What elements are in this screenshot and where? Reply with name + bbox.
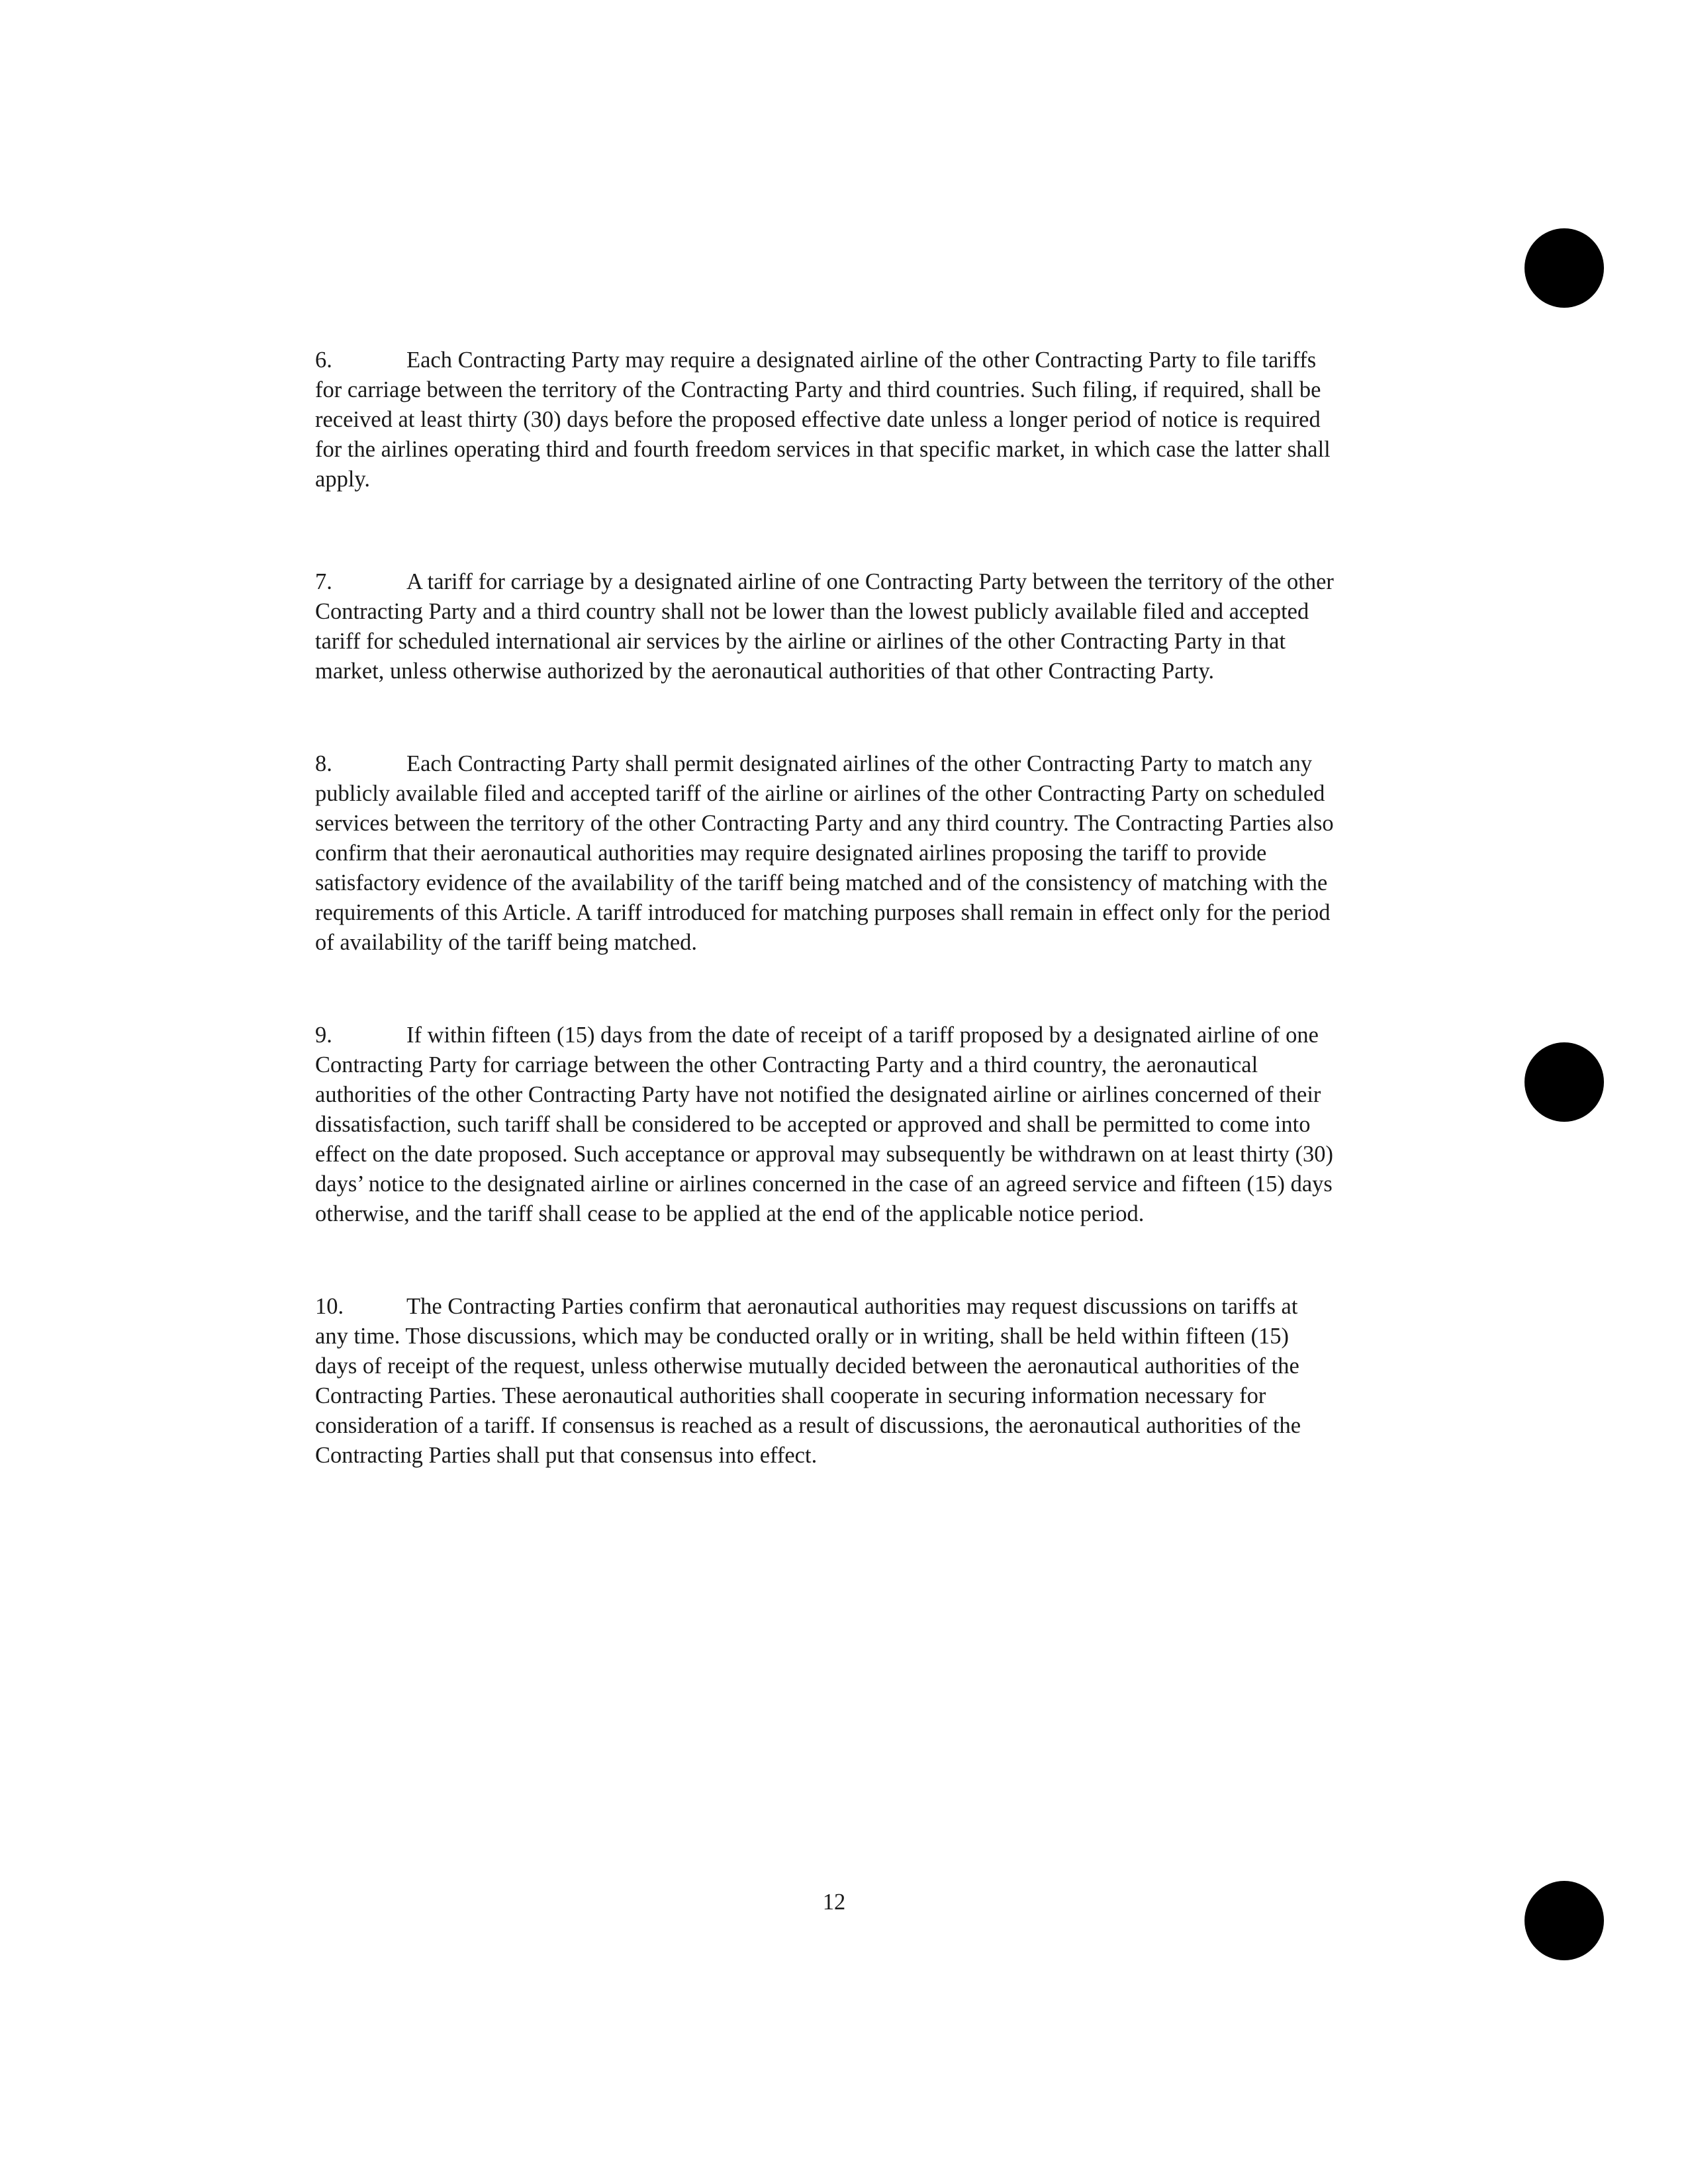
paragraph-9: [315, 1021, 1335, 1229]
paragraph-text: If within fifteen (15) days from the date of receipt of a tariff proposed by a designated airline of one Contracting Party for carriage between the other Contracting Party and a third country, the aeronautical authorities of the other Contracting Party have not notified the designated airline or airlines concerned of their dissatisfaction, such tariff shall be considered to be accepted or approved and shall be permitted to come into effect on the date proposed. Such acceptance or approval may subsequently be withdrawn on at least thirty (30) days’ notice to the designated airline or airlines concerned in the case of an agreed service and fifteen (15) days otherwise, and the tariff shall cease to be applied at the end of the applicable notice period.: [315, 1023, 1333, 1226]
paragraph-number: 9.: [315, 1023, 332, 1048]
paragraph-6: [315, 345, 1335, 494]
punch-hole-top: [1524, 228, 1604, 308]
paragraph-text: The Contracting Parties confirm that aeronautical authorities may request discussions on tariffs at any time. Those discussions, which may be conducted orally or in writing, shall be held within fifteen (15) days of receipt of the request, unless otherwise mutually decided between the aeronautical authorities of the Contracting Parties. These aeronautical authorities shall cooperate in securing information necessary for consideration of a tariff. If consensus is reached as a result of discussions, the aeronautical authorities of the Contracting Parties shall put that consensus into effect.: [315, 1294, 1301, 1468]
paragraph-number: 6.: [315, 347, 332, 373]
paragraph-number: 8.: [315, 751, 332, 776]
paragraph-text: Each Contracting Party shall permit designated airlines of the other Contracting Party to match any publicly available filed and accepted tariff of the airline or airlines of the other Contracting Party on scheduled services between the territory of the other Contracting Party and any third country. The Contracting Parties also confirm that their aeronautical authorities may require designated airlines proposing the tariff to provide satisfactory evidence of the availability of the tariff being matched and of the consistency of matching with the requirements of this Article. A tariff introduced for matching purposes shall remain in effect only for the period of availability of the tariff being matched.: [315, 751, 1334, 955]
punch-hole-middle: [1524, 1042, 1604, 1122]
paragraph-text: Each Contracting Party may require a designated airline of the other Contracting Party to file tariffs for carriage between the territory of the Contracting Party and third countries. Such filing, if required, shall be received at least thirty (30) days before the proposed effective date unless a longer period of notice is required for the airlines operating third and fourth freedom services in that specific market, in which case the latter shall apply.: [315, 347, 1331, 492]
paragraph-text: A tariff for carriage by a designated airline of one Contracting Party between the territory of the other Contracting Party and a third country shall not be lower than the lowest publicly available filed and accepted tariff for scheduled international air services by the airline or airlines of the other Contracting Party in that market, unless otherwise authorized by the aeronautical authorities of that other Contracting Party.: [315, 569, 1334, 684]
punch-hole-bottom: [1524, 1881, 1604, 1960]
page-number: 12: [822, 1889, 846, 1915]
paragraph-number: 7.: [315, 569, 332, 594]
paragraph-7: [315, 567, 1335, 686]
paragraph-8: [315, 749, 1335, 958]
paragraph-number: 10.: [315, 1294, 344, 1319]
paragraph-10: [315, 1292, 1335, 1471]
